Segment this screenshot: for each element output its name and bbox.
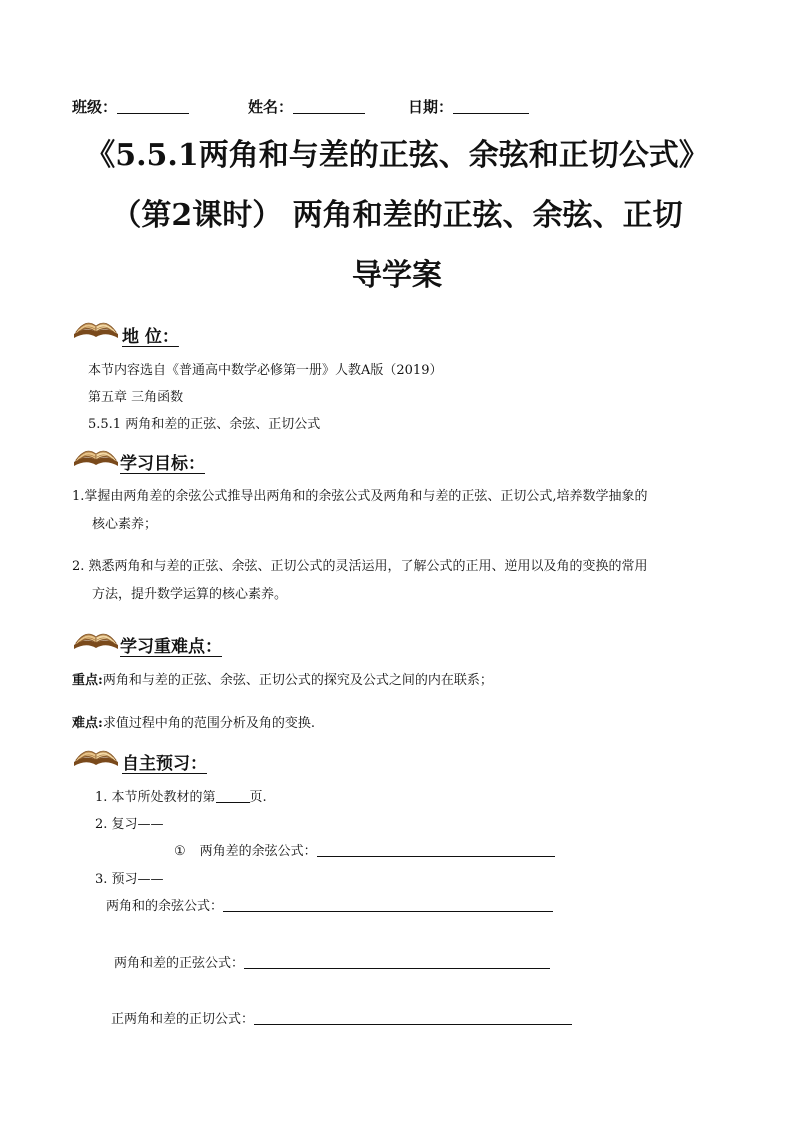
tan-sum-diff-row <box>111 1008 572 1027</box>
title-line-1: 《5.5.1两角和与差的正弦、余弦和正切公式》 <box>85 138 709 173</box>
cos-sum-row <box>106 895 553 914</box>
hard-point-label: 难点: <box>72 716 103 731</box>
tan-sum-diff-blank[interactable] <box>254 1024 572 1025</box>
goal-1-line-1: 1.掌握由两角差的余弦公式推导出两角和的余弦公式及两角和与差的正弦、正切公式,培养数学抽象的 <box>72 489 648 504</box>
cos-diff-blank[interactable] <box>317 856 555 857</box>
open-book-icon <box>72 312 120 342</box>
page-number-blank[interactable] <box>216 802 250 803</box>
goal-1-line-2: 核心素养； <box>92 517 158 532</box>
class-label: 班级： <box>72 98 118 116</box>
cos-diff-label: 两角差的余弦公式： <box>199 844 317 859</box>
title-line-3: 导学案 <box>352 258 442 293</box>
preview-item-1 <box>95 786 267 805</box>
position-line-2: 第五章 三角函数 <box>88 390 184 405</box>
key-point-label: 重点: <box>72 673 103 688</box>
position-line-1: 本节内容选自《普通高中数学必修第一册》人教A版（2019） <box>88 363 443 378</box>
section-heading-difficulties: 学习重难点： <box>120 637 222 657</box>
title-line-2: （第2课时） 两角和差的正弦、余弦、正切 <box>111 198 683 233</box>
sin-sum-diff-blank[interactable] <box>244 968 550 969</box>
name-field <box>248 96 365 117</box>
preview-item-1-pre: 1. 本节所处教材的第 <box>95 790 216 805</box>
sin-sum-diff-label: 两角和差的正弦公式： <box>114 956 245 971</box>
hard-point <box>72 712 315 731</box>
date-field <box>408 96 529 117</box>
name-label: 姓名： <box>248 98 294 116</box>
sin-sum-diff-row <box>114 952 550 971</box>
preview-item-3: 3. 预习—— <box>95 872 164 887</box>
preview-item-1-post: 页. <box>249 790 267 805</box>
open-book-icon <box>72 440 120 470</box>
open-book-icon <box>72 623 120 653</box>
section-heading-preview: 自主预习： <box>122 754 207 774</box>
position-line-3: 5.5.1 两角和差的正弦、余弦、正切公式 <box>88 417 321 432</box>
goal-2-line-2: 方法，提升数学运算的核心素养。 <box>92 587 288 602</box>
class-field <box>72 96 189 117</box>
hard-point-text: 求值过程中角的范围分析及角的变换. <box>102 716 315 731</box>
date-label: 日期： <box>408 98 454 116</box>
date-blank[interactable] <box>453 99 529 114</box>
circled-one-marker: ① <box>174 844 186 859</box>
class-blank[interactable] <box>117 99 189 114</box>
open-book-icon <box>72 740 120 770</box>
section-heading-goals: 学习目标： <box>120 454 205 474</box>
key-point <box>72 669 493 688</box>
name-blank[interactable] <box>293 99 365 114</box>
key-point-text: 两角和与差的正弦、余弦、正切公式的探究及公式之间的内在联系； <box>102 673 493 688</box>
tan-sum-diff-label: 正两角和差的正切公式： <box>111 1012 255 1027</box>
preview-item-2: 2. 复习—— <box>95 817 164 832</box>
goal-2-line-1: 2. 熟悉两角和与差的正弦、余弦、正切公式的灵活运用，了解公式的正用、逆用以及角的变换的常用 <box>72 559 648 574</box>
cos-sum-blank[interactable] <box>223 911 553 912</box>
preview-item-2-sub <box>174 840 555 859</box>
cos-sum-label: 两角和的余弦公式： <box>106 899 224 914</box>
section-heading-position: 地 位： <box>122 327 179 347</box>
